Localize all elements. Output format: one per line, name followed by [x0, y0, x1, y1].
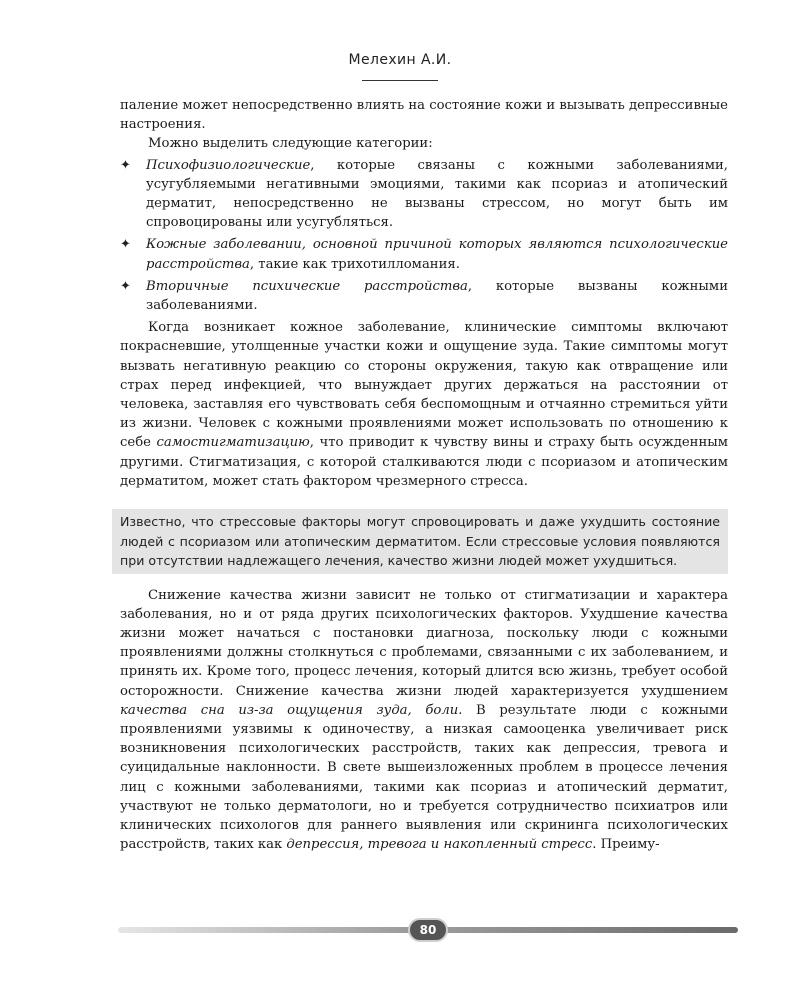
emphasis-term: качества сна из-за ощущения зуда, боли	[120, 702, 459, 718]
category-term: Кожные заболевании, основной причиной которых являются психологические расстройства	[146, 237, 728, 272]
text-run: . В результате люди с кожными проявлениями уязвимы к одиночеству, а низкая самооценка увеличивает риск возникновения психологических расстройств, таких как депрессия, тревога и суицидальные наклонности. В свете вышеизложенных проблем в процессе лечения лиц с кожными заболеваниями, такими как псориаз и атопический дерматит, участвуют не только дерматологи, но и требуется сотрудничество психиатров или клинических психологов для раннего выявления или скрининга психологических расстройств, таких как	[120, 702, 729, 853]
category-description: , которые связаны с кожными заболеваниями, усугубляемыми негативными эмоциями, такими как псориаз и атопический дерматит, непосредственно не вызваны стрессом, но могут быть им спровоцированы или усугубляться.	[146, 157, 728, 231]
four-point-star-bullet-icon: ✦	[120, 157, 131, 173]
category-description: , такие как трихотилломания.	[249, 256, 460, 272]
text-run: . Преиму-	[592, 837, 660, 853]
page-footer	[118, 917, 738, 943]
category-list	[120, 156, 728, 316]
text-run: Снижение качества жизни зависит не только от стигматизации и характера заболевания, но и от ряда других психологических факторов. Ухудшение качества жизни может начаться с постановки диагноза, поскольку люди с кожными проявлениями должны столкнуться с проблемами, связанными с их заболеванием, и принять их. Кроме того, процесс лечения, который длится всю жизнь, требует особой осторожности. Снижение качества жизни людей характеризуется ухудшением	[120, 587, 728, 699]
highlight-callout-box: Известно, что стрессовые факторы могут спровоцировать и даже ухудшить состояние людей с псориазом или атопическим дерматитом. Если стрессовые условия появляются при отсутствии надлежащего лечения, качество жизни людей может ухудшиться.	[112, 509, 728, 574]
category-term: Вторичные психические расстройства	[146, 278, 468, 294]
paragraph-quality-of-life	[120, 586, 728, 855]
page-number-badge: 80	[408, 918, 448, 942]
text-run: , что приводит к чувству вины и страху быть осужденным другими. Стигматизация, с которой сталкиваются люди с псориазом и атопическим дерматитом, может стать фактором чрезмерного стресса.	[120, 435, 728, 489]
emphasis-term: самостигматизацию	[156, 435, 310, 451]
category-term: Психофизиологические	[146, 157, 311, 173]
paragraph-continued: паление может непосредственно влиять на состояние кожи и вызывать депрессивные настроения.	[120, 98, 728, 133]
category-description: , которые вызваны кожными заболеваниями.	[146, 278, 728, 314]
four-point-star-bullet-icon: ✦	[120, 278, 131, 294]
text-run: Когда возникает кожное заболевание, клинические симптомы включают покрасневшие, утолщенные участки кожи и ощущение зуда. Такие симптомы могут вызвать негативную реакцию со стороны окружения, такую как отвращение или страх перед инфекцией, что вынуждает других держаться на расстоянии от человека, заставляя его чувствовать себя беспомощным и отчаянно стремиться уйти из жизни. Человек с кожными проявлениями может использовать по отношению к себе	[120, 320, 728, 451]
list-item	[120, 235, 728, 273]
emphasis-term: депрессия, тревога и накопленный стресс	[286, 837, 593, 853]
footer-bar-right	[442, 927, 738, 933]
footer-bar-left	[118, 927, 414, 933]
running-header-author: Мелехин А.И.	[348, 52, 452, 68]
paragraph-categories-intro: Можно выделить следующие категории:	[148, 136, 433, 152]
list-item	[120, 277, 728, 315]
header-divider	[362, 80, 438, 81]
paragraph-symptoms	[120, 318, 728, 491]
page-body	[120, 96, 728, 854]
four-point-star-bullet-icon: ✦	[120, 237, 131, 253]
list-item	[120, 156, 728, 233]
